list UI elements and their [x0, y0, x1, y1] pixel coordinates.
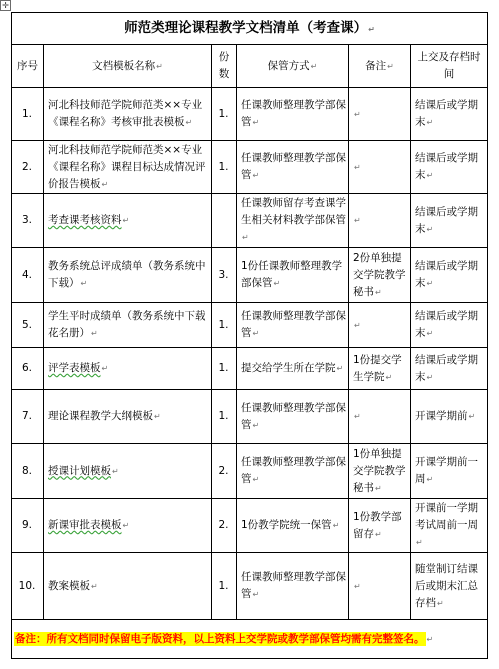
header-submit-time: 上交及存档时间 [411, 45, 488, 88]
row-count: 1. [218, 318, 229, 331]
paragraph-mark-icon: ↵ [252, 118, 260, 127]
row-storage: 1份教学院统一保管 [241, 519, 332, 531]
row-index: 4. [21, 268, 33, 281]
row-index-cell [12, 390, 44, 444]
row-template-name: 教案模板 [48, 579, 90, 592]
row-index-cell [12, 553, 44, 620]
footer-cell: 备注：所有文档同时保留电子版资料，以上资料上交学院或教学部保管均需有完整签名。 ↵ [12, 620, 488, 659]
row-template-name: 考查课考核资料 [48, 214, 122, 226]
row-template-name-cell [44, 499, 212, 553]
header-count: 份数 [212, 45, 237, 88]
row-index: 1. [21, 107, 33, 120]
paragraph-mark-icon: ↵ [354, 320, 361, 330]
row-template-name: 学生平时成绩单（教务系统中下载花名册） [48, 310, 206, 339]
table-row [12, 499, 488, 553]
row-template-name: 河北科技师范学院师范类××专业《课程名称》课程目标达成情况评价报告模板 [48, 143, 206, 190]
paragraph-mark-icon: ↵ [354, 216, 361, 225]
paragraph-mark-icon: ↵ [426, 171, 434, 180]
row-index: 7. [21, 410, 33, 422]
row-template-name: 教务系统总评成绩单（教务系统中下载） [48, 260, 206, 289]
row-submit-time-cell [411, 553, 488, 620]
paragraph-mark-icon: ↵ [426, 475, 434, 484]
row-index: 9. [21, 519, 33, 531]
paragraph-mark-icon: ↵ [426, 372, 434, 382]
row-note-cell [349, 88, 411, 141]
paragraph-mark-icon: ↵ [336, 364, 344, 373]
row-submit-time-cell [411, 348, 488, 390]
row-submit-time-cell [411, 444, 488, 499]
paragraph-mark-icon: ↵ [252, 475, 260, 484]
paragraph-mark-icon: ↵ [91, 581, 98, 591]
paragraph-mark-icon: ↵ [252, 420, 260, 430]
paragraph-mark-icon: ↵ [426, 279, 434, 288]
paragraph-mark-icon: ↵ [426, 224, 434, 234]
paragraph-mark-icon: ↵ [242, 233, 249, 242]
row-index-cell [12, 303, 44, 348]
row-storage-cell [237, 141, 349, 194]
paragraph-mark-icon: ↵ [80, 279, 88, 288]
row-storage-cell [237, 348, 349, 390]
row-count-cell [212, 248, 237, 303]
row-count: 1. [218, 107, 229, 120]
row-count: 3. [218, 268, 229, 281]
row-note: 1份单独提交学院教学秘书 [353, 447, 406, 494]
row-storage: 任课教师整理教学部保管 [241, 571, 346, 600]
row-template-name-cell [44, 553, 212, 620]
row-submit-time-cell [411, 303, 488, 348]
row-submit-time-cell [411, 141, 488, 194]
paragraph-mark-icon: ↵ [437, 598, 444, 608]
row-note: 1份提交学生学院 [353, 353, 402, 383]
row-note-cell [349, 141, 411, 194]
row-count-cell [212, 88, 237, 141]
row-storage: 任课教师整理教学部保管 [241, 456, 346, 485]
row-note-cell [349, 348, 411, 390]
row-count-cell [212, 348, 237, 390]
paragraph-mark-icon: ↵ [252, 171, 260, 180]
row-note-cell [349, 303, 411, 348]
document-list-table [11, 12, 488, 659]
paragraph-mark-icon: ↵ [385, 372, 393, 382]
row-submit-time: 结课后或学期末 [415, 99, 478, 128]
table-row [12, 88, 488, 141]
paragraph-mark-icon: ↵ [354, 162, 361, 172]
paragraph-mark-icon: ↵ [354, 581, 361, 591]
row-count: 1. [218, 362, 229, 374]
row-index: 8. [21, 464, 33, 477]
row-storage: 任课教师整理教学部保管 [241, 99, 346, 128]
row-count: 1. [218, 410, 229, 422]
document-table-wrapper [11, 12, 487, 659]
table-row [12, 248, 488, 303]
row-note-cell [349, 553, 411, 620]
row-submit-time: 开课前一学期考试周前一周 [415, 502, 478, 531]
table-row [12, 348, 488, 390]
row-submit-time-cell [411, 88, 488, 141]
row-storage: 1份任课教师整理教学部保管 [241, 260, 343, 289]
row-index-cell [12, 141, 44, 194]
row-storage-cell [237, 194, 349, 248]
row-index-cell [12, 348, 44, 390]
row-count: 1. [218, 160, 229, 173]
row-template-name-cell [44, 141, 212, 194]
row-storage-cell [237, 444, 349, 499]
row-note-cell [349, 248, 411, 303]
row-index-cell [12, 248, 44, 303]
row-storage-cell [237, 499, 349, 553]
row-note: 1份教学部留存 [353, 510, 402, 540]
row-submit-time-cell [411, 194, 488, 248]
row-count-cell [212, 390, 237, 444]
row-note-cell [349, 499, 411, 553]
row-note: 2份单独提交学院教学秘书 [353, 251, 406, 298]
row-submit-time: 结课后或学期末 [415, 152, 478, 181]
row-index: 5. [21, 318, 33, 331]
row-count: 1. [218, 579, 229, 592]
table-row [12, 390, 488, 444]
row-count: 2. [218, 464, 229, 477]
row-submit-time-cell [411, 499, 488, 553]
row-storage: 任课教师留存考查课学生相关材料教学部保管 [241, 197, 346, 226]
row-storage-cell [237, 303, 349, 348]
table-move-handle-icon[interactable]: ✛ [0, 0, 11, 11]
row-note-cell [349, 194, 411, 248]
table-row [12, 444, 488, 499]
row-index: 6. [21, 362, 33, 374]
row-note-cell [349, 390, 411, 444]
row-submit-time-cell [411, 390, 488, 444]
row-template-name: 授课计划模板 [48, 464, 111, 477]
row-template-name-cell [44, 390, 212, 444]
header-storage: 保管方式↵ [237, 45, 349, 88]
paragraph-mark-icon: ↵ [101, 364, 109, 373]
row-index-cell [12, 194, 44, 248]
row-template-name-cell [44, 444, 212, 499]
footer-note: 备注：所有文档同时保留电子版资料，以上资料上交学院或教学部保管均需有完整签名。 [15, 632, 425, 645]
row-template-name-cell [44, 248, 212, 303]
row-submit-time: 结课后或学期末 [415, 310, 478, 339]
paragraph-mark-icon: ↵ [354, 412, 361, 421]
row-template-name: 评学表模板 [48, 362, 101, 374]
row-count-cell [212, 444, 237, 499]
row-submit-time: 结课后或学期末 [415, 353, 478, 383]
row-submit-time: 结课后或学期末 [415, 205, 478, 235]
row-index-cell [12, 499, 44, 553]
paragraph-mark-icon: ↵ [91, 329, 98, 338]
row-submit-time: 结课后或学期末 [415, 260, 478, 289]
paragraph-mark-icon: ↵ [154, 412, 161, 421]
row-submit-time: 开课学期前一周 [415, 456, 478, 485]
row-submit-time: 开课学期前 [415, 410, 468, 422]
row-submit-time-cell [411, 248, 488, 303]
row-storage-cell [237, 390, 349, 444]
paragraph-mark-icon: ↵ [332, 521, 340, 530]
row-template-name: 河北科技师范学院师范类××专业《课程名称》考核审批表模板 [48, 99, 203, 128]
header-name: 文档模板名称↵ [44, 45, 212, 88]
row-count-cell [212, 141, 237, 194]
paragraph-mark-icon: ↵ [122, 521, 130, 530]
paragraph-mark-icon: ↵ [426, 118, 434, 127]
row-count-cell [212, 553, 237, 620]
paragraph-mark-icon: ↵ [375, 287, 382, 297]
paragraph-mark-icon: ↵ [122, 216, 130, 225]
row-template-name: 新课审批表模板 [48, 519, 122, 531]
paragraph-mark-icon: ↵ [252, 329, 260, 338]
row-storage: 任课教师整理教学部保管 [241, 401, 346, 431]
table-row [12, 553, 488, 620]
row-template-name-cell [44, 88, 212, 141]
row-count: 2. [218, 519, 229, 531]
table-body [12, 88, 488, 620]
paragraph-mark-icon: ↵ [426, 329, 434, 338]
paragraph-mark-icon: ↵ [273, 279, 281, 288]
paragraph-mark-icon: ↵ [112, 466, 119, 476]
paragraph-mark-icon: ↵ [185, 118, 193, 127]
row-storage-cell [237, 88, 349, 141]
row-template-name: 理论课程教学大纲模板 [48, 410, 153, 422]
row-index: 10. [18, 579, 36, 592]
paragraph-mark-icon: ↵ [101, 179, 109, 189]
table-title: 师范类理论课程教学文档清单（考查课） [124, 19, 368, 36]
paragraph-mark-icon: ↵ [252, 590, 260, 599]
row-index: 3. [21, 214, 33, 226]
header-row [12, 45, 488, 88]
row-count-cell [212, 194, 237, 248]
paragraph-mark-icon: ↵ [375, 529, 382, 539]
paragraph-mark-icon: ↵ [468, 412, 476, 421]
row-template-name-cell [44, 348, 212, 390]
row-count-cell [212, 303, 237, 348]
paragraph-mark-icon: ↵ [375, 483, 382, 493]
table-row [12, 303, 488, 348]
row-storage: 提交给学生所在学院 [241, 362, 336, 374]
table-row [12, 194, 488, 248]
table-row [12, 141, 488, 194]
row-storage: 任课教师整理教学部保管 [241, 310, 346, 339]
header-note: 备注↵ [349, 45, 411, 88]
table-title-cell [12, 13, 488, 45]
row-submit-time: 随堂制订结课后或期末汇总存档 [415, 562, 478, 609]
row-index: 2. [21, 160, 33, 173]
row-index-cell [12, 88, 44, 141]
header-index: 序号 [12, 45, 44, 88]
row-count-cell [212, 499, 237, 553]
paragraph-mark-icon: ↵ [416, 538, 423, 547]
paragraph-mark-icon: ↵ [368, 24, 375, 34]
row-note-cell [349, 444, 411, 499]
row-storage: 任课教师整理教学部保管 [241, 152, 346, 181]
paragraph-mark-icon: ↵ [354, 109, 361, 119]
row-index-cell [12, 444, 44, 499]
row-template-name-cell [44, 303, 212, 348]
row-storage-cell [237, 553, 349, 620]
row-template-name-cell [44, 194, 212, 248]
row-storage-cell [237, 248, 349, 303]
